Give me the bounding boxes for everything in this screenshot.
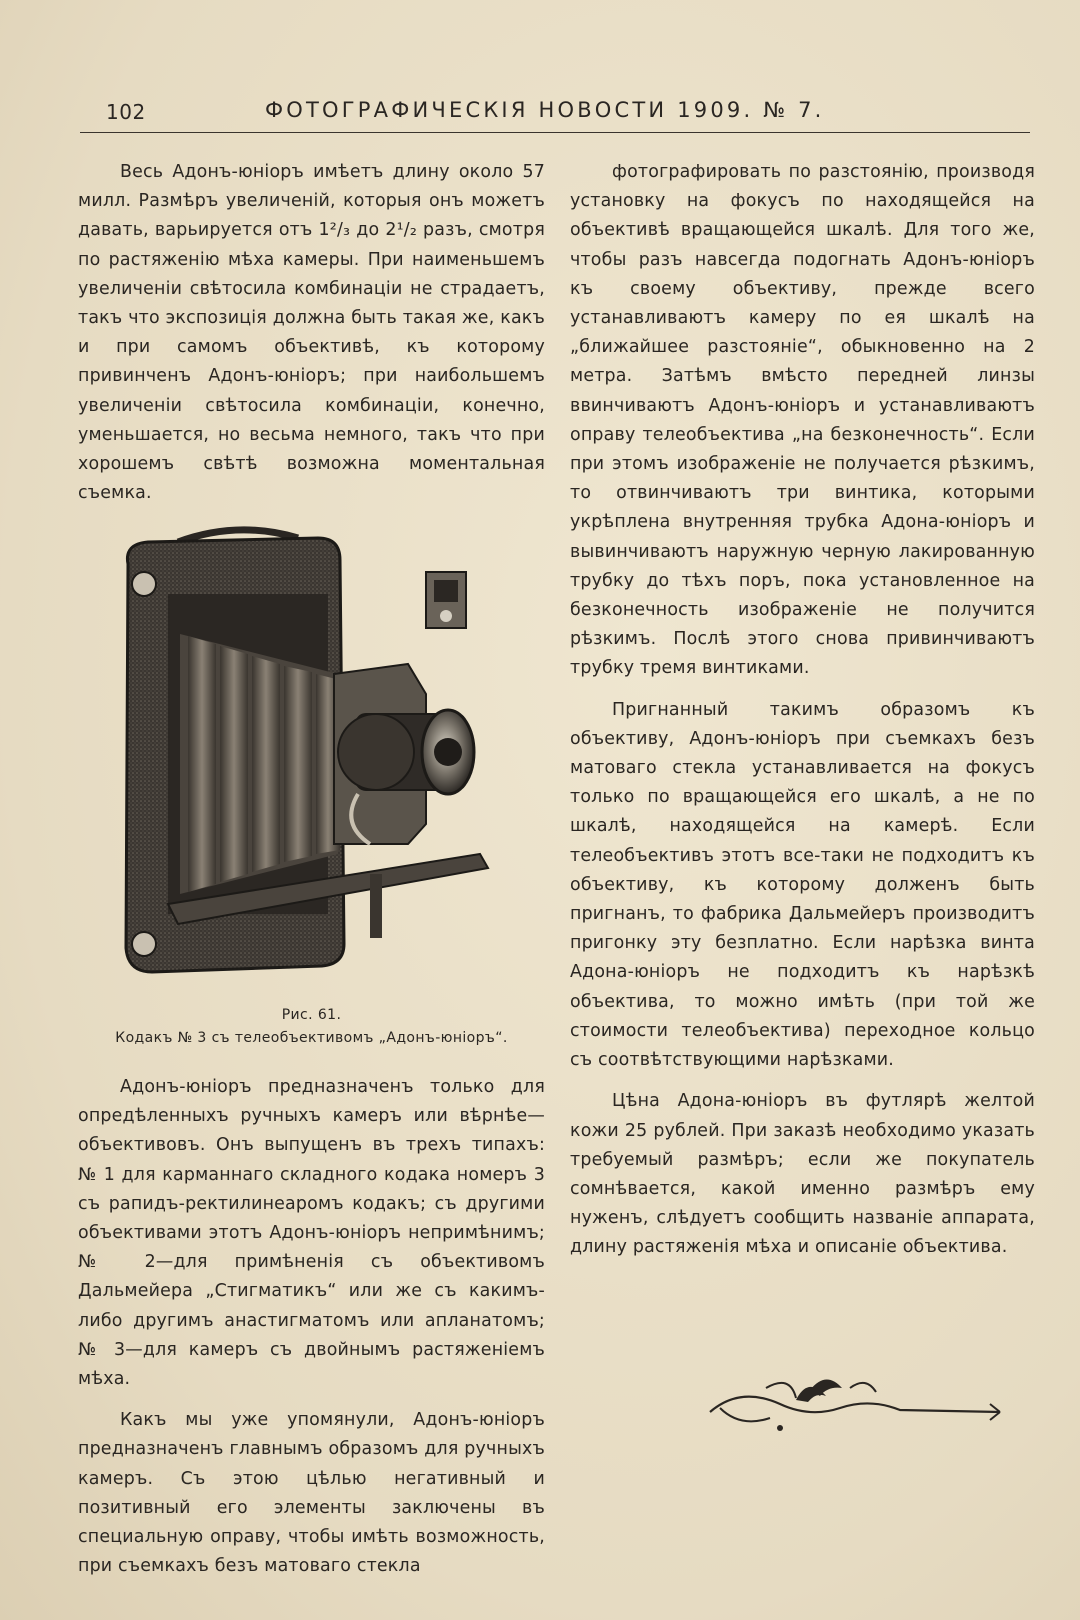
- figure-caption: [78, 1004, 545, 1050]
- paragraph: Пригнанный такимъ образомъ къ объективу, Адонъ-юнiоръ при съемкахъ безъ матоваго стекла устанавливается на фокусъ только по вращающейся его шкалѣ, а не по шкалѣ, находящейся на камерѣ. Если телеобъективъ этотъ все-таки не подходитъ къ объективу, къ которому долженъ быть пригнанъ, то фабрика Дальмейеръ производитъ пригонку эту безплатно. Если нарѣзка винта Адона-юнiоръ не подходитъ къ нарѣзкѣ объектива, то можно имѣть (при той же стоимости телеобъектива) переходное кольцо съ соотвѣтствующими нарѣзками.: [570, 699, 1035, 1071]
- paragraph: Какъ мы уже упомянули, Адонъ-юнiоръ предназначенъ главнымъ образомъ для ручныхъ камеръ. Съ этою цѣлью негативный и позитивный его элементы заключены въ специальную оправу, чтобы имѣть возможность, при съемкахъ безъ матоваго стекла: [78, 1410, 545, 1577]
- paragraph: Адонъ-юнiоръ предназначенъ только для опредѣленныхъ ручныхъ камеръ или вѣрнѣе— объективовъ. Онъ выпущенъ въ трехъ типахъ: № 1 для карманнаго складного кодака номеръ 3 съ рапидъ-ректилинеаромъ кодакъ; съ другими объективами этотъ Адонъ-юнiоръ непримѣнимъ; № 2—для примѣненiя съ объективомъ Дальмейера „Стигматикъ“ или же съ какимъ-либо другимъ анастигматомъ или апланатомъ; № 3—для камеръ съ двойнымъ растяженiемъ мѣха.: [78, 1077, 545, 1390]
- floral-ornament-icon: [700, 1368, 1030, 1440]
- figure-number: Рис. 61.: [281, 1007, 342, 1023]
- paragraph: Цѣна Адона-юнiоръ въ футлярѣ желтой кожи 25 рублей. При заказѣ необходимо указать требуемый размѣръ; если же покупатель сомнѣвается, какой именно размѣръ ему нуженъ, слѣдуетъ сообщить названiе аппарата, длину растяженiя мѣха и описанiе объектива.: [570, 1091, 1035, 1258]
- running-title: ФОТОГРАФИЧЕСКIЯ НОВОСТИ 1909. № 7.: [265, 98, 825, 122]
- page-number: 102: [106, 100, 146, 124]
- camera-figure-illustration: [108, 524, 498, 982]
- left-column-bottom: [78, 1073, 545, 1581]
- paragraph: фотографировать по разстоянiю, производя установку на фокусъ по находящейся на объективѣ вращающейся шкалѣ. Для того же, чтобы разъ навсегда подогнать Адонъ-юнiоръ къ своему объективу, прежде всего устанавливаютъ камеру по ея шкалѣ на „ближайшее разстоянiе“, обыкновенно на 2 метра. Затѣмъ вмѣсто передней линзы ввинчиваютъ Адонъ-юнiоръ и устанавливаютъ оправу телеобъектива „на безконечность“. Если при этомъ изображенiе не получается рѣзкимъ, то отвинчиваютъ три винтика, которыми укрѣплена внутренняя трубка Адона-юнiоръ и вывинчиваютъ наружную черную лакированную трубку до тѣхъ поръ, пока установленное на безконечность изображенiе не получится рѣзкимъ. Послѣ этого снова привинчиваютъ трубку тремя винтиками.: [570, 162, 1035, 679]
- left-column-top: [78, 158, 545, 508]
- figure-caption-text: Кодакъ № 3 съ телеобъективомъ „Адонъ-юнiоръ“.: [115, 1030, 508, 1046]
- paragraph: Весь Адонъ-юнiоръ имѣетъ длину около 57 милл. Размѣръ увеличенiй, которыя онъ можетъ давать, варьируется отъ 1²/₃ до 2¹/₂ разъ, смотря по растяженiю мѣха камеры. При наименьшемъ увеличенiи свѣтосила комбинацiи не страдаетъ, такъ что экспозицiя должна быть такая же, какъ и при самомъ объективѣ, къ которому привинченъ Адонъ-юнiоръ; при наибольшемъ увеличенiи свѣтосила комбинацiи, конечно, уменьшается, но весьма немного, такъ что при хорошемъ свѣтѣ возможна моментальная съемка.: [78, 162, 545, 504]
- page-header: [80, 96, 1030, 133]
- right-column: [570, 158, 1035, 1263]
